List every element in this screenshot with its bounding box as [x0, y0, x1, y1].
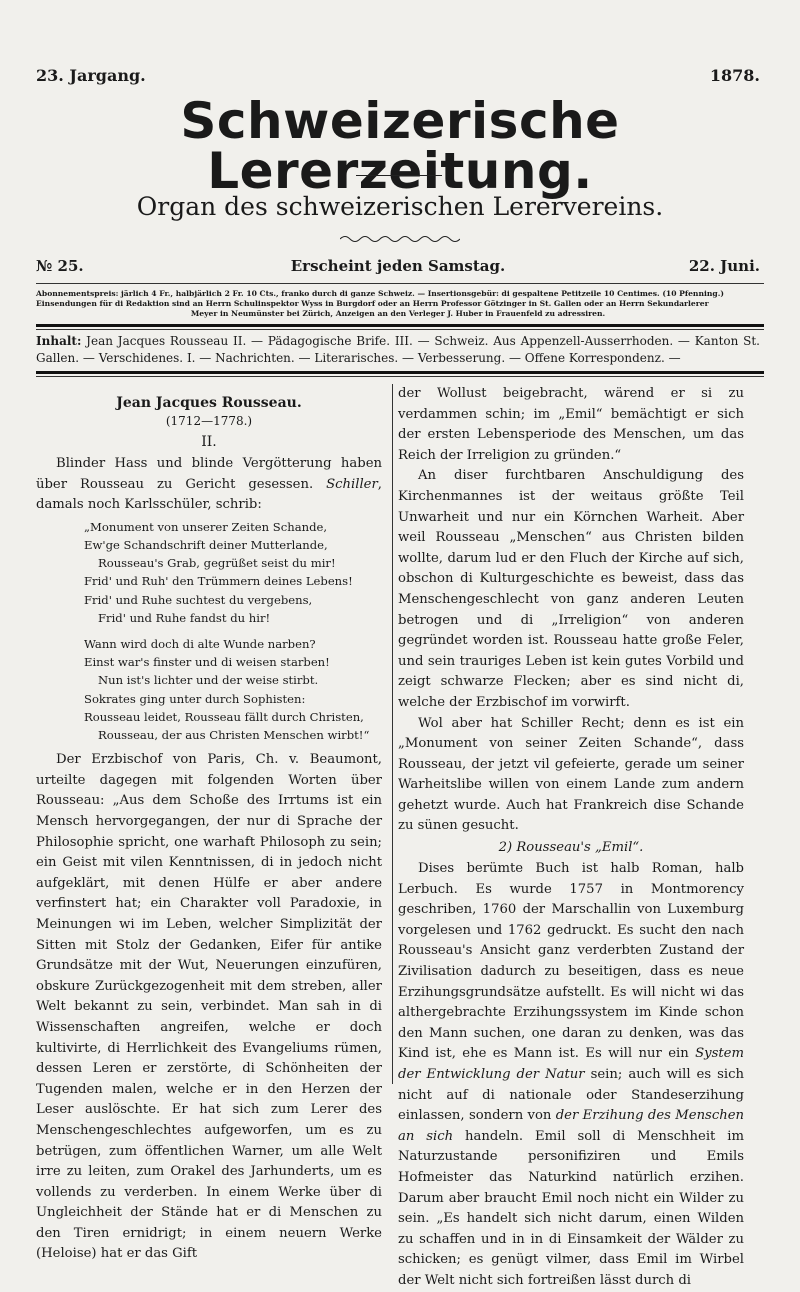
- rule: [36, 376, 764, 377]
- poem-line: Ew'ge Schandschrift deiner Mutterlande,: [84, 537, 328, 552]
- year-label: 1878.: [709, 66, 760, 85]
- masthead-title: Schweizerische Lererzeitung.: [180, 92, 620, 200]
- rule: [36, 283, 764, 284]
- issue-date: 22. Juni.: [688, 257, 760, 275]
- contents-text: Jean Jacques Rousseau II. — Pädagogische Brife. III. — Schweiz. Aus Appenzell-Ausserrhoden. — Kanton St. Gallen. — Verschidenes. I. — Nachrichten. — Literarisches. — Verbesserung. — Offene Korrespondenz. —: [36, 334, 760, 365]
- title-divider: [356, 175, 442, 176]
- poem-line: Rousseau, der aus Christen Menschen wirbt!“: [98, 728, 370, 743]
- subscription-line: Abonnementspreis: järlich 4 Fr., halbjärlich 2 Fr. 10 Cts., franko durch di ganze Schweiz. — Insertionsgebür: di gespaltene Petitzeile 10 Centimes. (10 Pfenning.): [36, 289, 724, 298]
- poem-line: Rousseau's Grab, gegrüßet seist du mir!: [98, 556, 336, 571]
- poem-line: Nun ist's lichter und der weise stirbt.: [98, 673, 319, 688]
- paragraph: An diser furchtbaren Anschuldigung des Kirchenmannes ist der weitaus größte Teil Unwarheit und nur ein Körnchen Warheit. Aber weil Rousseau „Menschen“ aus Christen bilden wollte, darum lud er den Fluch der Kirche auf sich, obschon di Kulturgeschichte es beweist, dass das Menschengeschlecht von ganz anderen Leuten betrogen und di „Irreligion“ von anderen gegründet worden ist. Rousseau hatte große Feler, und sein trauriges Leben ist kein gutes Vorbild und zeigt schwarze Flecken; aber es sind nicht di, welche der Erzbischof im vorwirft.: [398, 468, 744, 710]
- paragraph: Blinder Hass und blinde Vergötterung haben über Rousseau zu Gericht gesessen. Schiller, damals noch Karlsschüler, schrib:: [36, 456, 382, 513]
- right-column: [398, 384, 744, 1292]
- issue-number: № 25.: [36, 257, 84, 275]
- poem-line: Frid' und Ruhe suchtest du vergebens,: [84, 592, 313, 607]
- poem-line: Sokrates ging unter durch Sophisten:: [84, 691, 306, 706]
- issue-line: [36, 257, 760, 277]
- poem-line: Wann wird doch di alte Wunde narben?: [84, 637, 316, 651]
- table-of-contents: [36, 333, 760, 367]
- left-column: [36, 384, 382, 1265]
- rule: [36, 371, 764, 374]
- rule: [36, 324, 764, 327]
- rule: [36, 329, 764, 330]
- emphasis: System der Entwicklung der Natur: [398, 1046, 744, 1082]
- poem-line: Einst war's finster und di weisen starben!: [84, 655, 330, 670]
- contents-label: Inhalt:: [36, 334, 82, 348]
- poem-line: Frid' und Ruh' den Trümmern deines Lebens!: [84, 574, 353, 589]
- article-years: (1712—1778.): [165, 414, 253, 428]
- column-divider: [392, 384, 393, 1084]
- subscription-info: [36, 289, 760, 319]
- volume-label: 23. Jargang.: [36, 66, 146, 85]
- subscription-line: Einsendungen für di Redaktion sind an Herrn Schulinspektor Wyss in Burgdorf oder an Herrn Professor Götzinger in St. Gallen oder an Herrn Sekundarlerer: [36, 299, 709, 308]
- section-heading: 2) Rousseau's „Emil“.: [498, 840, 644, 856]
- article-part: II.: [201, 434, 217, 450]
- publication-schedule: Erscheint jeden Samstag.: [290, 257, 506, 275]
- article-title: Jean Jacques Rousseau.: [116, 395, 302, 411]
- top-line: [36, 66, 760, 88]
- poem: [36, 518, 382, 744]
- poem-line: Rousseau leidet, Rousseau fällt durch Christen,: [84, 709, 364, 724]
- paragraph: Der Erzbischof von Paris, Ch. v. Beaumont, urteilte dagegen mit folgenden Worten über Rousseau: „Aus dem Schoße des Irrtums ist ein Mensch hervorgegangen, der nur di Sprache der Philosophie spricht, one warhaft Philosoph zu sein; ein Geist mit vilen Kenntnissen, di in jedoch nicht aufgeklärt, mit denen Hülfe er aber andere verfinstert hat; ein Charakter voll Paradoxie, in Meinungen wi im Leben, welcher Simplizität der Sitten mit Stolz der Gedanken, Eifer für antike Grundsätze mit der Wut, Neuerungen einzufüren, obskure Zurückgezogenheit mit dem streben, aller Welt bekannt zu sein, verbindet. Man sah in di Wissenschaften angreifen, welche er doch kultivirte, di Herrlichkeit des Evangeliums rümen, dessen Leren er zerstörte, di Schönheiten der Tugenden malen, welche er in den Herzen der Leser auslöschte. Er hat sich zum Lerer des Menschengeschlechtes aufgeworfen, um es zu betrügen, zum öffentlichen Warner, um alle Welt irre zu leiten, zum Orakel des Jarhunderts, um es vollends zu verderben. In einem Werke über di Ungleichheit der Stände hat er di Menschen zu den Tiren ernidrigt; in einem neuern Werke (Heloise) hat er das Gift: [36, 752, 382, 1262]
- paragraph: Dises berümte Buch ist halb Roman, halb Lerbuch. Es wurde 1757 in Montmorency geschriben, 1760 der Marschallin von Luxemburg vorgelesen und 1762 gedruckt. Es sucht den nach Rousseau's Ansicht ganz verderbten Zustand der Zivilisation dadurch zu beseitigen, dass es neue Erzihungsgrundsätze aufstellt. Es will nicht wi das althergebrachte Erzihungssystem im Kinde schon den Mann suchen, one daran zu denken, was das Kind ist, ehe es Mann ist. Es will nur ein System der Entwicklung der Natur sein; auch will es sich nicht auf di nationale oder Standeserzihung einlassen, sondern von der Erzihung des Menschen an sich handeln. Emil soll di Menschheit im Naturzustande personifiziren und Emils Hofmeister das Naturkind natürlich erzihen. Darum aber braucht Emil noch nicht ein Wilder zu sein. „Es handelt sich nicht darum, einen Wilden zu schaffen und in in di Einsamkeit der Wälder zu schicken; es genügt vilmer, dass Emil im Wirbel der Welt nicht sich fortreißen lässt durch di: [398, 861, 745, 1288]
- subscription-line: Meyer in Neumünster bei Zürich, Anzeigen an den Verleger J. Huber in Frauenfeld zu adressiren.: [190, 309, 606, 318]
- poem-line: „Monument von unserer Zeiten Schande,: [84, 519, 328, 534]
- emphasis: der Erzihung des Menschen an sich: [398, 1108, 745, 1144]
- emphasis: Schiller: [326, 476, 378, 492]
- ornament-divider: [340, 234, 460, 244]
- paragraph: Wol aber hat Schiller Recht; denn es ist ein „Monument von seiner Zeiten Schande“, dass Rousseau, der jetzt vil gefeierte, gerade um seiner Warheitslibe willen von einem Lande zum andern gehetzt wurde. Auch hat Frankreich dise Schande zu sünen gesucht.: [398, 715, 744, 834]
- poem-line: Frid' und Ruhe fandst du hir!: [98, 610, 271, 625]
- masthead-subtitle: Organ des schweizerischen Lerervereins.: [136, 192, 664, 221]
- paragraph: der Wollust beigebracht, wärend er si zu verdammen schin; im „Emil“ bemächtigt er sich der ersten Lebensperiode des Menschen, um das Reich der Irreligion zu gründen.“: [398, 386, 744, 463]
